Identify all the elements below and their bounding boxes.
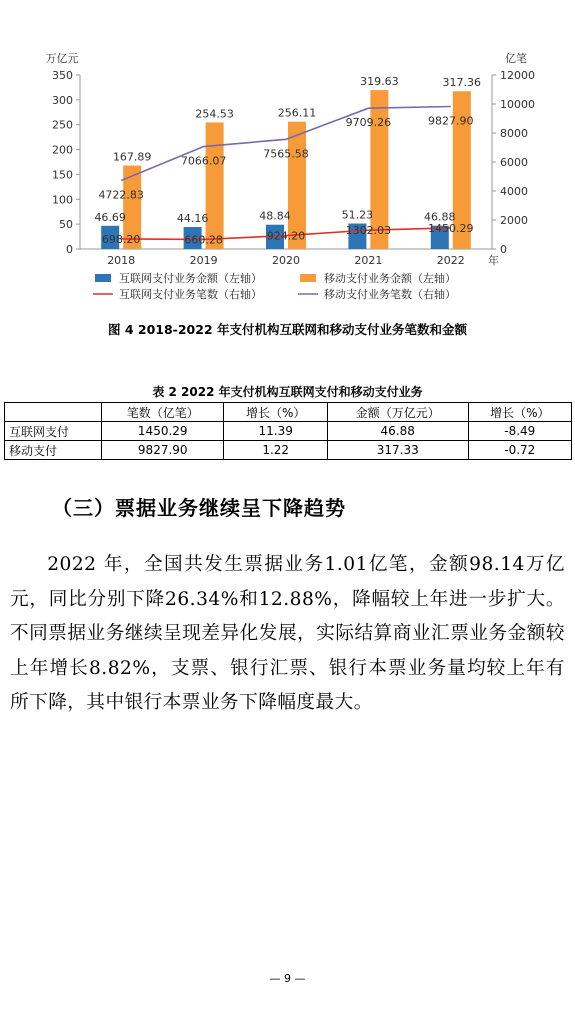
bar-data-label: 46.69: [94, 210, 126, 224]
body-paragraph: 2022 年，全国共发生票据业务1.01亿笔，金额98.14万亿元，同比分别下降26.34%和12.88%，降幅较上年进一步扩大。不同票据业务继续呈现差异化发展，实际结算商业汇票业务金额较上年增长8.82%，支票、银行汇票、银行本票业务量均较上年有所下降，其中银行本票业务下降幅度最大。: [10, 554, 565, 713]
x-tick-label: 2018: [107, 254, 136, 267]
legend-label: 移动支付业务笔数（右轴）: [324, 288, 456, 301]
legend-label: 互联网支付业务金额（左轴）: [119, 272, 262, 285]
left-tick-label: 50: [59, 218, 73, 232]
table-cell: -0.72: [468, 441, 571, 460]
table-cell: 1.22: [224, 441, 327, 460]
chart-figure: [0, 0, 575, 310]
line-data-label: 7066.07: [180, 154, 227, 168]
bar-data-label: 256.11: [277, 106, 317, 120]
right-tick-label: 2000: [500, 214, 528, 227]
table-row: [5, 422, 572, 441]
right-tick-label: 8000: [500, 127, 528, 140]
left-tick-label: 300: [52, 93, 73, 107]
table-header-row: [5, 403, 572, 422]
table-row: [5, 441, 572, 460]
line-data-label: 4722.83: [98, 188, 144, 202]
page-number: — 9 —: [269, 972, 306, 985]
table-header-cell: 增长（%）: [224, 403, 327, 422]
line-data-label: 698.20: [101, 232, 141, 246]
bar-data-label: 48.84: [259, 209, 291, 223]
line-data-label: 924.20: [266, 229, 306, 243]
section-heading: （三）票据业务继续呈下降趋势: [52, 496, 346, 520]
right-tick-label: 4000: [500, 185, 528, 198]
x-axis-unit: 年: [488, 254, 499, 267]
table-cell: 317.33: [327, 441, 468, 460]
x-tick-label: 2021: [354, 254, 383, 267]
line-data-label: 7565.58: [263, 147, 309, 161]
left-tick-label: 150: [52, 168, 73, 182]
legend-swatch: [95, 274, 111, 282]
x-tick-label: 2022: [436, 254, 465, 267]
table-header-cell: 金额（万亿元）: [327, 403, 468, 422]
left-tick-label: 250: [52, 118, 73, 132]
table-cell: 46.88: [327, 422, 468, 441]
table-caption: 表 2 2022 年支付机构互联网支付和移动支付业务: [152, 385, 423, 399]
payment-table: [4, 402, 572, 460]
table-header-cell: 增长（%）: [468, 403, 571, 422]
bar-mobile-amount: [206, 122, 224, 249]
legend-label: 互联网支付业务笔数（右轴）: [119, 288, 262, 301]
right-axis-unit: 亿笔: [505, 52, 527, 65]
left-tick-label: 200: [52, 143, 73, 157]
x-tick-label: 2019: [189, 254, 218, 267]
table-header-cell: 笔数（亿笔）: [102, 403, 224, 422]
left-tick-label: 100: [52, 193, 73, 207]
line-data-label: 1302.03: [345, 224, 392, 238]
bar-data-label: 46.88: [424, 210, 456, 224]
table-cell: -8.49: [468, 422, 571, 441]
line-data-label: 9709.26: [345, 116, 392, 130]
bar-data-label: 254.53: [195, 107, 234, 121]
right-tick-label: 10000: [500, 98, 535, 111]
right-tick-label: 0: [500, 243, 507, 256]
line-data-label: 9827.90: [428, 114, 474, 128]
table-cell: 1450.29: [102, 422, 224, 441]
left-axis-unit: 万亿元: [45, 52, 79, 65]
line-data-label: 660.28: [184, 233, 223, 247]
legend-swatch: [300, 274, 316, 282]
figure-caption: 图 4 2018-2022 年支付机构互联网和移动支付业务笔数和金额: [107, 322, 468, 337]
bar-data-label: 44.16: [176, 212, 209, 226]
x-tick-label: 2020: [272, 254, 300, 267]
left-tick-label: 350: [52, 69, 73, 82]
table-cell: 互联网支付: [5, 422, 102, 441]
legend-label: 移动支付业务金额（左轴）: [324, 272, 456, 285]
left-tick-label: 0: [66, 243, 73, 256]
table-cell: 11.39: [224, 422, 327, 441]
table-header-cell: [5, 403, 102, 422]
bar-data-label: 51.23: [341, 208, 374, 222]
right-tick-label: 12000: [500, 69, 535, 82]
bar-data-label: 317.36: [442, 76, 482, 90]
bar-data-label: 319.63: [360, 75, 399, 89]
table-cell: 9827.90: [102, 441, 224, 460]
line-data-label: 1450.29: [428, 221, 474, 235]
table-cell: 移动支付: [5, 441, 102, 460]
combo-chart: [0, 0, 575, 310]
right-tick-label: 6000: [500, 156, 528, 169]
bar-data-label: 167.89: [112, 150, 152, 164]
